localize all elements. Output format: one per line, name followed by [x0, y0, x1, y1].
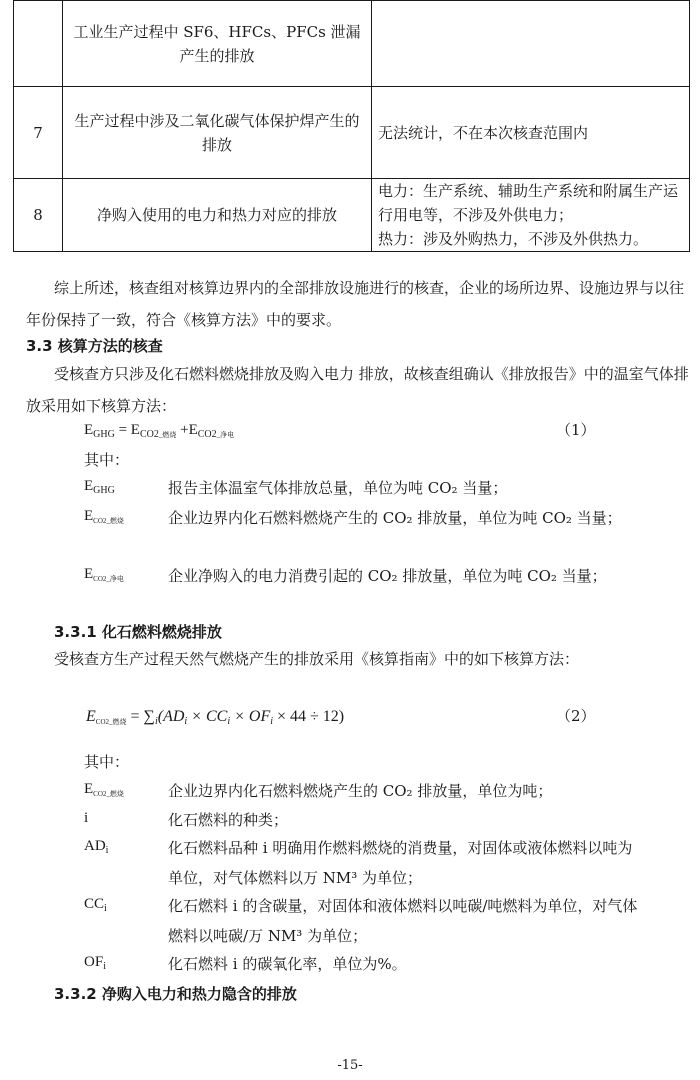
- page-number: -15-: [337, 1058, 363, 1073]
- formula-2: ECO2_燃烧 = $\sum_i(AD_i \times CC_i \times OF_i \times 44 \div 12)$: [86, 708, 345, 727]
- def-description: 报告主体温室气体排放总量，单位为吨 CO₂ 当量；: [168, 479, 508, 497]
- def-symbol: i: [84, 810, 89, 826]
- def-symbol: $AD_i$: [84, 838, 109, 856]
- row-number: 8: [14, 179, 63, 252]
- row-note: 无法统计，不在本次核查范围内: [372, 87, 690, 179]
- row-description: 净购入使用的电力和热力对应的排放: [63, 179, 372, 252]
- row-number: [14, 1, 63, 87]
- row-note: [372, 1, 690, 87]
- row-description: 工业生产过程中 SF6、HFCs、PFCs 泄漏产生的排放: [63, 1, 372, 87]
- table-row: [14, 1, 690, 87]
- formula-number: （2）: [556, 707, 596, 725]
- def-symbol: $E_{CO2\_燃烧}$: [84, 508, 124, 525]
- def-description: 企业边界内化石燃料燃烧产生的 CO₂ 排放量，单位为吨 CO₂ 当量；: [168, 509, 622, 527]
- def-description: 企业边界内化石燃料燃烧产生的 CO₂ 排放量，单位为吨；: [168, 782, 553, 800]
- def-description: 企业净购入的电力消费引起的 CO₂ 排放量，单位为吨 CO₂ 当量；: [168, 567, 607, 585]
- formula-1: $E_{GHG} = E_{CO2\_燃烧} +E_{CO2\_净电}$: [84, 422, 235, 440]
- def-description: 化石燃料 i 的含碳量，对固体和液体燃料以吨碳/吨燃料为单位，对气体燃料以吨碳/万 NM³ 为单位；: [168, 897, 638, 945]
- def-symbol: $CC_i$: [84, 896, 107, 914]
- def-symbol: $OF_i$: [84, 954, 106, 972]
- subsection-intro: 受核查方生产过程天然气燃烧产生的排放采用《核算指南》中的如下核算方法：: [54, 650, 580, 668]
- row-note-line: 电力：生产系统、辅助生产系统和附属生产运行用电等，不涉及外供电力；: [378, 182, 679, 224]
- where-label: 其中：: [84, 753, 130, 771]
- section-intro: 受核查方只涉及化石燃料燃烧排放及购入电力 排放，故核查组确认《排放报告》中的温室气体排放采用如下核算方法：: [26, 365, 689, 415]
- row-note: [372, 179, 690, 252]
- def-description: 化石燃料 i 的碳氧化率，单位为%。: [168, 955, 407, 973]
- row-number: 7: [14, 87, 63, 179]
- def-description: 化石燃料的种类；: [168, 811, 289, 829]
- def-description: 化石燃料品种 i 明确用作燃料燃烧的消费量，对固体或液体燃料以吨为单位，对气体燃料以万 NM³ 为单位；: [168, 839, 633, 887]
- formula-number: （1）: [556, 421, 596, 439]
- subsection-heading: 3.3.2 净购入电力和热力隐含的排放: [54, 985, 297, 1003]
- subsection-heading: 3.3.1 化石燃料燃烧排放: [54, 623, 222, 641]
- emission-sources-table: [13, 0, 690, 252]
- row-note-line: 热力：涉及外购热力，不涉及外供热力。: [378, 230, 649, 248]
- table-row: [14, 179, 690, 252]
- summary-paragraph: 综上所述，核查组对核算边界内的全部排放设施进行的核查，企业的场所边界、设施边界与以往年份保持了一致，符合《核算方法》中的要求。: [26, 279, 685, 329]
- def-symbol: $E_{CO2\_净电}$: [84, 566, 124, 583]
- section-heading: 3.3 核算方法的核查: [26, 337, 163, 355]
- where-label: 其中：: [84, 451, 130, 469]
- def-symbol: $E_{CO2\_燃烧}$: [84, 781, 124, 798]
- row-description: 生产过程中涉及二氧化碳气体保护焊产生的排放: [63, 87, 372, 179]
- def-symbol: $E_{GHG}$: [84, 478, 115, 496]
- table-row: [14, 87, 690, 179]
